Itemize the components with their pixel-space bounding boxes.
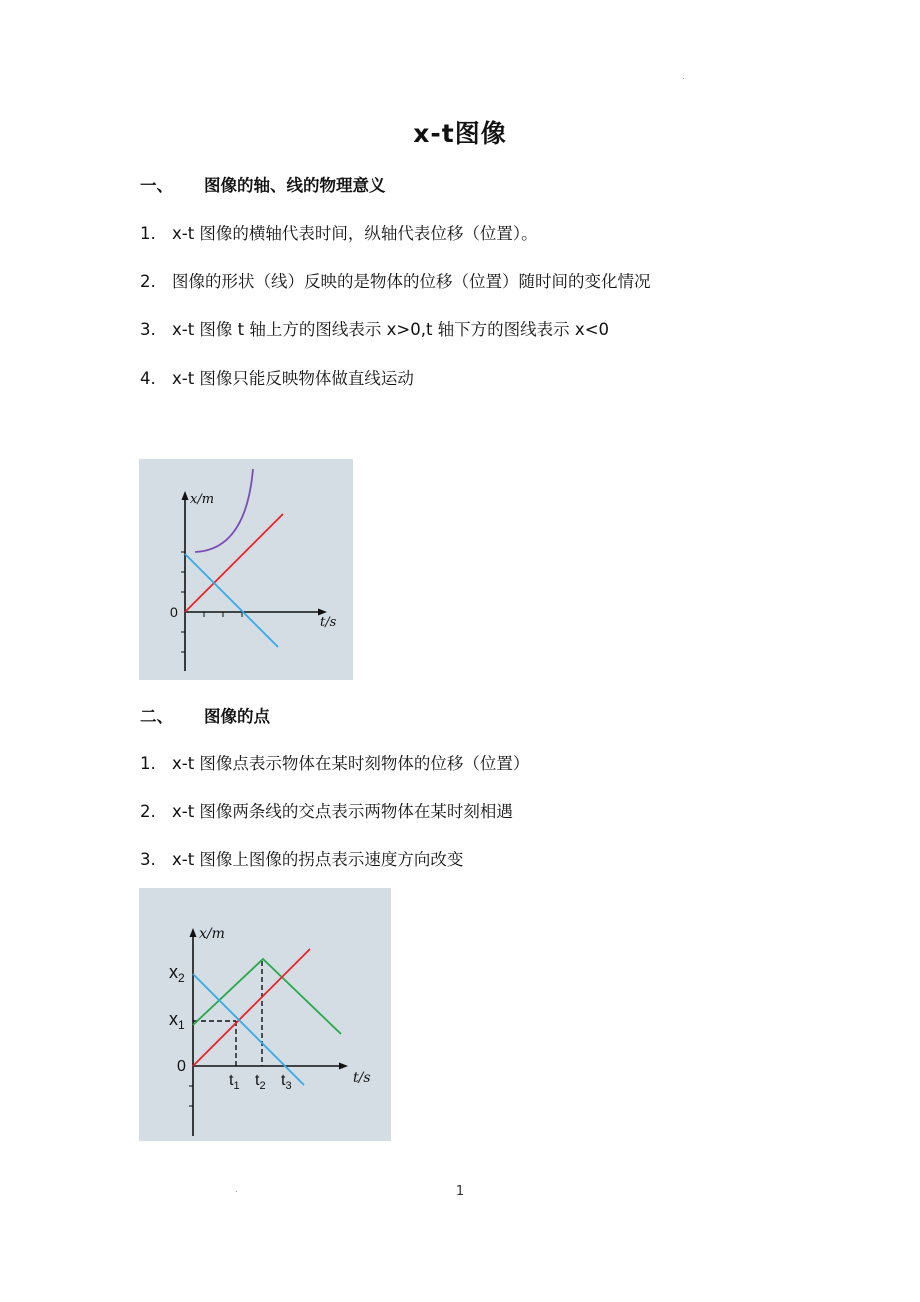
figure-2-graph <box>139 888 391 1141</box>
document-title: x-t图像 <box>413 119 507 148</box>
list-item <box>140 750 529 774</box>
t2-label: t <box>255 1072 260 1089</box>
x-axis-label: t/s <box>320 615 337 630</box>
y-axis-label: x/m <box>199 926 225 942</box>
list-item <box>140 846 463 870</box>
figure-1-graph <box>139 459 353 680</box>
list-item <box>140 365 414 389</box>
section-2-title: 图像的点 <box>204 707 270 726</box>
list-item-number: 2. <box>140 272 156 291</box>
list-item-number: 1. <box>140 224 156 243</box>
section-1-title: 图像的轴、线的物理意义 <box>204 176 386 195</box>
svg-text:t2 <box>255 1072 266 1092</box>
list-item-text: x-t 图像上图像的拐点表示速度方向改变 <box>172 850 464 869</box>
origin-label: 0 <box>170 604 178 620</box>
red-line <box>185 514 283 612</box>
y-axis-arrow <box>190 928 197 937</box>
list-item <box>140 268 651 292</box>
x-axis-arrow <box>339 1063 348 1070</box>
header-mark <box>683 78 684 79</box>
svg-text:t3 <box>281 1072 292 1092</box>
section-1-heading <box>140 172 386 196</box>
list-item-number: 2. <box>140 802 156 821</box>
x1-subscript: 1 <box>178 1018 185 1032</box>
t1-label: t <box>229 1072 234 1089</box>
origin-label: 0 <box>177 1058 186 1075</box>
t1-subscript: 1 <box>233 1080 240 1092</box>
list-item-text: 图像的形状（线）反映的是物体的位移（位置）随时间的变化情况 <box>172 272 651 291</box>
blue-line <box>193 974 304 1085</box>
y-axis-label: x/m <box>190 492 215 507</box>
x2-label: x <box>169 962 178 982</box>
section-1-number: 一、 <box>140 176 173 195</box>
list-item-text: x-t 图像点表示物体在某时刻物体的位移（位置） <box>172 754 530 773</box>
page-number: 1 <box>455 1184 465 1199</box>
t2-subscript: 2 <box>259 1080 266 1092</box>
section-2-number: 二、 <box>140 707 173 726</box>
purple-curve <box>195 469 253 552</box>
list-item-text: x-t 图像两条线的交点表示两物体在某时刻相遇 <box>172 802 513 821</box>
svg-text:x1 <box>169 1009 185 1032</box>
list-item-number: 4. <box>140 369 156 388</box>
list-item-text: x-t 图像只能反映物体做直线运动 <box>172 369 414 388</box>
list-item-text: x-t 图像 t 轴上方的图线表示 x>0,t 轴下方的图线表示 x<0 <box>172 320 610 339</box>
svg-text:x2 <box>169 962 185 985</box>
list-item-number: 3. <box>140 850 156 869</box>
list-item-number: 1. <box>140 754 156 773</box>
figure-2 <box>139 888 391 1141</box>
list-item <box>140 220 538 244</box>
figure-1 <box>139 459 353 680</box>
list-item <box>140 798 513 822</box>
x-axis-label: t/s <box>353 1070 371 1086</box>
section-2-heading <box>140 703 270 727</box>
list-item <box>140 316 609 340</box>
svg-text:t1 <box>229 1072 240 1092</box>
y-axis-arrow <box>182 491 189 500</box>
x1-label: x <box>169 1009 178 1029</box>
t3-label: t <box>281 1072 286 1089</box>
blue-line <box>185 554 278 647</box>
list-item-text: x-t 图像的横轴代表时间，纵轴代表位移（位置）。 <box>172 224 538 243</box>
list-item-number: 3. <box>140 320 156 339</box>
t3-subscript: 3 <box>285 1080 292 1092</box>
x2-subscript: 2 <box>178 971 185 985</box>
